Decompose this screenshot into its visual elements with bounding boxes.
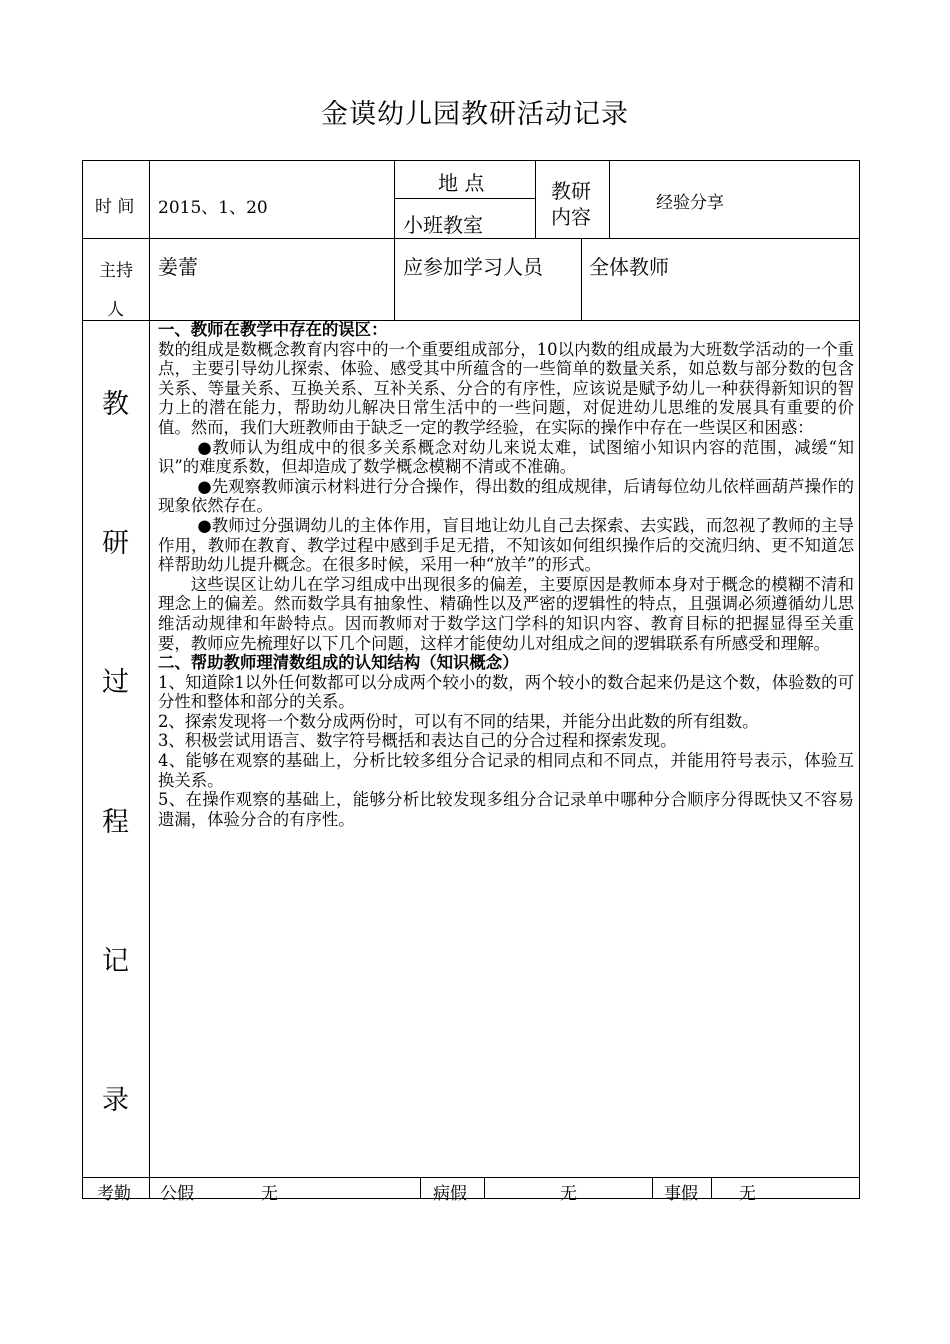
time-label: 时 间 <box>95 197 135 217</box>
place-label: 地 点 <box>438 171 485 195</box>
bullet-item: ●先观察教师演示材料进行分合操作，得出数的组成规律，后请每位幼儿依样画葫芦操作的现象依然存在。 <box>158 476 854 516</box>
content-label-line1: 教研 <box>551 179 591 203</box>
section-heading-1: 一、教师在教学中存在的误区： <box>158 320 388 339</box>
sick-leave-label: 病假 <box>433 1184 467 1204</box>
sick-leave-value: 无 <box>560 1184 577 1204</box>
content-label-line2: 内容 <box>551 205 591 229</box>
attendee-label: 应参加学习人员 <box>403 255 543 279</box>
bullet-item: ●教师认为组成中的很多关系概念对幼儿来说太难，试图缩小知识内容的范围，减缓“知识”的难度系数，但却造成了数学概念模糊不清或不准确。 <box>158 437 854 477</box>
host-value: 姜蕾 <box>158 255 198 279</box>
paragraph: 数的组成是数概念教育内容中的一个重要组成部分，10以内数的组成最为大班数学活动的一个重点，主要引导幼儿探索、体验、感受其中所蕴含的一些简单的数量关系，如总数与部分数的包含关系、等量关系、互换关系、互补关系、分合的有序性，应该说是赋予幼儿一种获得新知识的智力上的潜在能力，帮助幼儿解决日常生活中的一些问题，对促进幼儿思维的发展具有重要的价值。然而，我们大班教师由于缺乏一定的教学经验，在实际的操作中存在一些误区和困惑： <box>158 339 854 437</box>
label-char: 记 <box>102 945 129 977</box>
list-item: 5、在操作观察的基础上，能够分析比较发现多组分合记录单中哪种分合顺序分得既快又不容易遗漏，体验分合的有序性。 <box>158 790 854 829</box>
public-leave-value: 无 <box>261 1184 278 1204</box>
content-value: 经验分享 <box>656 193 724 213</box>
bullet-item: ●教师过分强调幼儿的主体作用，盲目地让幼儿自己去探索、去实践，而忽视了教师的主导作用，教师在教育、教学过程中感到手足无措，不知该如何组织操作后的交流归纳、更不知道怎样帮助幼儿提升概念。在很多时候，采用一种“放羊”的形式。 <box>158 515 854 575</box>
host-label-line2: 人 <box>107 300 124 320</box>
page-title: 金谟幼儿园教研活动记录 <box>321 99 629 130</box>
label-char: 过 <box>102 667 129 699</box>
personal-leave-value: 无 <box>739 1184 756 1204</box>
label-char: 录 <box>102 1084 129 1116</box>
section-heading-2: 二、帮助教师理清数组成的认知结构（知识概念） <box>158 653 519 673</box>
attendee-value: 全体教师 <box>589 255 669 279</box>
place-value: 小班教室 <box>403 213 483 237</box>
list-item: 1、知道除1以外任何数都可以分成两个较小的数，两个较小的数合起来仍是这个数，体验数的可分性和整体和部分的关系。 <box>158 672 854 712</box>
attendance-label: 考勤 <box>97 1184 131 1204</box>
label-char: 研 <box>102 528 129 560</box>
time-value: 2015、1、20 <box>158 198 268 218</box>
list-item: 3、积极尝试用语言、数字符号概括和表达自己的分合过程和探索发现。 <box>158 731 677 751</box>
label-char: 程 <box>102 806 129 838</box>
process-record-content <box>158 320 854 829</box>
personal-leave-label: 事假 <box>664 1184 698 1204</box>
process-record-label <box>82 322 149 1177</box>
list-item: 2、探索发现将一个数分成两份时，可以有不同的结果，并能分出此数的所有组数。 <box>158 711 759 731</box>
public-leave-label: 公假 <box>160 1184 194 1204</box>
host-label-line1: 主持 <box>99 261 133 281</box>
label-char: 教 <box>102 389 129 421</box>
list-item: 4、能够在观察的基础上，分析比较多组分合记录的相同点和不同点，并能用符号表示，体验互换关系。 <box>158 751 854 790</box>
paragraph: 这些误区让幼儿在学习组成中出现很多的偏差，主要原因是教师本身对于概念的模糊不清和理念上的偏差。然而数学具有抽象性、精确性以及严密的逻辑性的特点，且强调必须遵循幼儿思维活动规律和年龄特点。因而教师对于数学这门学科的知识内容、教育目标的把握显得至关重要，教师应先梳理好以下几个问题，这样才能使幼儿对组成之间的逻辑联系有所感受和理解。 <box>158 574 854 653</box>
